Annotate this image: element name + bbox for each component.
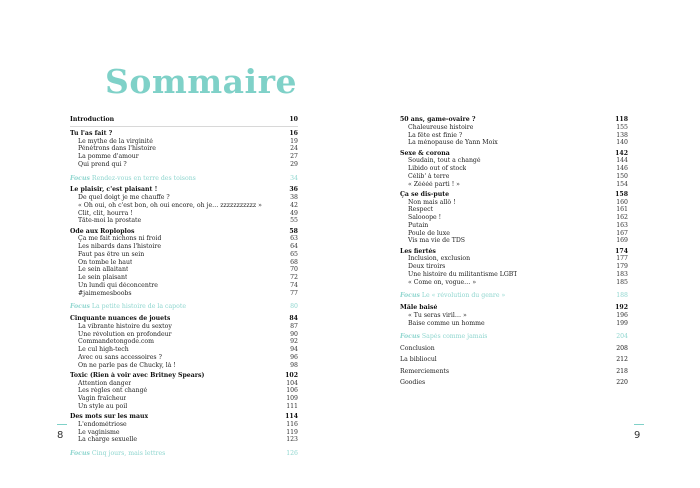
entry-label: Tâte-moi la prostate <box>78 217 142 225</box>
entry-label: Qui prend qui ? <box>78 160 127 168</box>
entry-label: Le plaisir, c'est plaisant ! <box>70 186 158 194</box>
toc-entry-sub[interactable] <box>400 230 628 238</box>
toc-left-column <box>70 116 298 462</box>
toc-entry-sub[interactable] <box>70 259 298 267</box>
entry-label: Le sein plaisant <box>78 274 128 281</box>
toc-entry-head[interactable] <box>70 228 298 236</box>
toc-entry-sub[interactable] <box>70 161 298 169</box>
entry-label: « Tu seras viril… » <box>408 311 467 319</box>
entry-page-number: 34 <box>290 174 298 182</box>
toc-entry-sub[interactable] <box>400 312 628 320</box>
entry-label: Conclusion <box>400 345 435 352</box>
entry-label: La pomme d'amour <box>78 153 139 160</box>
entry-page-number: 126 <box>286 450 298 457</box>
toc-entry-focus[interactable] <box>70 303 298 311</box>
entry-page-number: 150 <box>616 172 628 180</box>
entry-label: #jaimemesboobs <box>78 289 132 297</box>
entry-label: Sexe & corona <box>400 149 450 157</box>
entry-page-number: 183 <box>616 270 628 278</box>
entry-label: Les règles ont changé <box>78 387 148 395</box>
entry-page-number: 70 <box>290 266 298 274</box>
toc-entry-sub[interactable] <box>70 274 298 282</box>
entry-label: Deux tiroirs <box>408 263 446 270</box>
entry-label: Tu l'as fait ? <box>70 129 113 137</box>
toc-entry-head[interactable] <box>400 304 628 312</box>
entry-page-number: 10 <box>289 116 298 123</box>
toc-entry-solo[interactable] <box>400 356 628 364</box>
entry-label: Baise comme un homme <box>408 319 485 327</box>
entry-label: L'endométriose <box>78 420 127 428</box>
toc-entry-head[interactable] <box>70 413 298 421</box>
toc-entry-sub[interactable] <box>400 237 628 245</box>
entry-page-number: 104 <box>286 379 298 387</box>
entry-label: « Come on, vogue… » <box>408 278 477 286</box>
toc-entry-head[interactable] <box>70 186 298 194</box>
entry-label: Les nibards dans l'histoire <box>78 243 161 250</box>
page-marker-right <box>634 424 644 425</box>
focus-keyword: Focus <box>70 303 90 311</box>
entry-page-number: 204 <box>616 333 628 341</box>
entry-page-number: 144 <box>616 157 628 165</box>
entry-page-number: 102 <box>285 371 298 379</box>
focus-keyword: Focus <box>400 292 420 300</box>
toc-entry-head[interactable] <box>400 116 628 124</box>
entry-page-number: 161 <box>616 206 628 214</box>
entry-page-number: 72 <box>290 274 298 281</box>
toc-entry-sub[interactable] <box>70 153 298 161</box>
entry-label: Le vaginisme <box>78 428 120 436</box>
entry-page-number: 55 <box>290 217 298 225</box>
entry-page-number: 65 <box>290 250 298 258</box>
toc-entry-head[interactable] <box>70 116 298 124</box>
toc-entry-sub[interactable] <box>70 243 298 251</box>
entry-label: Soudain, tout a changé <box>408 157 481 165</box>
focus-label <box>70 303 186 311</box>
entry-page-number: 174 <box>615 247 628 255</box>
page-marker-left <box>57 424 67 425</box>
entry-page-number: 27 <box>290 153 298 160</box>
entry-page-number: 158 <box>615 190 628 198</box>
toc-entry-sub[interactable] <box>70 429 298 437</box>
focus-title: La petite histoire de la capote <box>91 303 187 311</box>
entry-page-number: 154 <box>616 180 628 188</box>
entry-page-number: 179 <box>616 263 628 270</box>
focus-label <box>70 450 165 458</box>
entry-label: Les fiertés <box>400 247 436 255</box>
entry-label: Commandetongode.com <box>78 338 155 346</box>
entry-page-number: 177 <box>616 255 628 263</box>
entry-page-number: 42 <box>290 201 298 209</box>
focus-label <box>400 292 505 300</box>
focus-title: Rendez-vous en terre des toisons <box>91 174 196 182</box>
entry-page-number: 162 <box>616 214 628 221</box>
entry-page-number: 74 <box>290 281 298 289</box>
entry-label: Le mythe de la virginité <box>78 137 153 145</box>
toc-entry-sub[interactable] <box>70 436 298 444</box>
entry-page-number: 96 <box>290 353 298 361</box>
toc-entry-sub[interactable] <box>70 323 298 331</box>
toc-entry-sub[interactable] <box>400 124 628 132</box>
entry-page-number: 24 <box>290 145 298 153</box>
entry-label: Une révolution en profondeur <box>78 330 172 338</box>
toc-entry-head[interactable] <box>70 372 298 380</box>
toc-entry-head[interactable] <box>400 150 628 158</box>
toc-entry-sub[interactable] <box>70 282 298 290</box>
toc-entry-sub[interactable] <box>400 157 628 165</box>
toc-entry-solo[interactable] <box>400 345 628 353</box>
entry-label: Ça me fait nichons ni froid <box>78 235 162 243</box>
entry-label: Mâle baisé <box>400 304 438 311</box>
entry-label: On ne parle pas de Chucky, là ! <box>78 361 176 369</box>
toc-entry-sub[interactable] <box>70 290 298 298</box>
toc-entry-sub[interactable] <box>70 403 298 411</box>
entry-label: Toxic (Rien à voir avec Britney Spears) <box>70 371 205 379</box>
focus-title: Cinq jours, mais lettres <box>91 450 166 457</box>
entry-label: La bibliocul <box>400 356 437 364</box>
entry-label: Poule de luxe <box>408 229 450 237</box>
toc-entry-sub[interactable] <box>400 263 628 271</box>
toc-entry-sub[interactable] <box>70 194 298 202</box>
toc-entry-sub[interactable] <box>70 380 298 388</box>
entry-label: Vis ma vie de TDS <box>408 237 466 245</box>
toc-entry-sub[interactable] <box>70 421 298 429</box>
entry-page-number: 196 <box>616 311 628 319</box>
focus-keyword: Focus <box>70 450 90 457</box>
entry-page-number: 29 <box>290 160 298 168</box>
toc-entry-sub[interactable] <box>70 362 298 370</box>
toc-entry-sub[interactable] <box>70 210 298 218</box>
entry-page-number: 77 <box>290 289 298 297</box>
entry-page-number: 90 <box>290 330 298 338</box>
entry-page-number: 116 <box>286 420 298 428</box>
entry-page-number: 106 <box>286 387 298 395</box>
entry-label: Vagin fraîcheur <box>78 395 127 402</box>
entry-page-number: 212 <box>616 356 628 364</box>
entry-label: Libido out of stock <box>408 165 467 172</box>
toc-entry-solo[interactable] <box>400 368 628 376</box>
entry-label: Remerciements <box>400 367 450 375</box>
toc-entry-head[interactable] <box>70 130 298 138</box>
entry-page-number: 80 <box>290 303 298 311</box>
entry-label: Clit, clit, hourra ! <box>78 209 133 217</box>
toc-entry-head[interactable] <box>400 191 628 199</box>
entry-label: Non mais allô ! <box>408 198 456 206</box>
entry-label: Ode aux Roploplos <box>70 227 135 235</box>
toc-entry-head[interactable] <box>400 248 628 256</box>
entry-label: Inclusion, exclusion <box>408 255 471 263</box>
toc-entry-sub[interactable] <box>400 271 628 279</box>
entry-page-number: 19 <box>290 137 298 145</box>
entry-label: Goodies <box>400 378 426 386</box>
entry-page-number: 155 <box>616 123 628 131</box>
toc-entry-sub[interactable] <box>400 173 628 181</box>
page-title: Sommaire <box>105 62 297 101</box>
entry-label: La charge sexuelle <box>78 436 138 444</box>
entry-label: Chaleureuse histoire <box>408 123 474 131</box>
toc-entry-sub[interactable] <box>70 266 298 274</box>
entry-page-number: 92 <box>290 338 298 346</box>
entry-label: Salooope ! <box>408 214 442 221</box>
entry-label: Un lundi qui déconcentre <box>78 281 158 289</box>
focus-label <box>400 333 487 341</box>
entry-page-number: 38 <box>290 194 298 201</box>
entry-label: Avec ou sans accessoires ? <box>78 353 162 361</box>
toc-entry-sub[interactable] <box>70 202 298 210</box>
entry-page-number: 208 <box>616 345 628 352</box>
focus-keyword: Focus <box>400 333 420 341</box>
toc-entry-sub[interactable] <box>400 199 628 207</box>
entry-page-number: 138 <box>616 131 628 139</box>
entry-label: « Zéééé parti ! » <box>408 180 460 188</box>
entry-label: Putain <box>408 221 429 229</box>
toc-entry-sub[interactable] <box>400 206 628 214</box>
entry-page-number: 84 <box>289 315 298 322</box>
toc-entry-sub[interactable] <box>400 279 628 287</box>
entry-label: 50 ans, game-ovaire ? <box>400 116 476 123</box>
entry-label: Ça se dis-pute <box>400 190 450 198</box>
entry-page-number: 218 <box>616 367 628 375</box>
toc-entry-head[interactable] <box>70 315 298 323</box>
toc-entry-sub[interactable] <box>400 320 628 328</box>
entry-label: Cinquante nuances de jouets <box>70 315 171 322</box>
focus-title: Le « révolution du genre » <box>421 292 506 300</box>
entry-label: Respect <box>408 206 434 214</box>
entry-page-number: 163 <box>616 221 628 229</box>
toc-entry-sub[interactable] <box>70 395 298 403</box>
entry-label: Le cul high-tech <box>78 346 129 353</box>
entry-page-number: 63 <box>290 235 298 243</box>
toc-entry-sub[interactable] <box>400 132 628 140</box>
entry-label: « Oh oui, oh c'est bon, oh oui encore, oh je… zzzzzzzzzzz » <box>78 201 262 209</box>
page-number-left: 8 <box>57 430 64 441</box>
focus-keyword: Focus <box>70 174 90 182</box>
entry-page-number: 119 <box>286 428 298 436</box>
toc-divider <box>70 126 298 127</box>
entry-label: Une histoire du militantisme LGBT <box>408 270 518 278</box>
entry-page-number: 94 <box>290 346 298 353</box>
page-number-right: 9 <box>634 430 641 441</box>
toc-entry-sub[interactable] <box>70 346 298 354</box>
entry-page-number: 118 <box>615 116 628 123</box>
entry-page-number: 146 <box>616 165 628 172</box>
toc-entry-focus[interactable] <box>70 450 298 458</box>
entry-page-number: 87 <box>290 322 298 330</box>
toc-entry-focus[interactable] <box>400 333 628 341</box>
entry-label: La fête est finie ? <box>408 131 463 139</box>
entry-label: Le sein allaitant <box>78 266 129 274</box>
entry-page-number: 140 <box>616 139 628 147</box>
toc-entry-sub[interactable] <box>400 222 628 230</box>
toc-entry-focus[interactable] <box>70 175 298 183</box>
entry-label: La vibrante histoire du sextoy <box>78 322 172 330</box>
toc-entry-sub[interactable] <box>70 251 298 259</box>
entry-page-number: 220 <box>616 378 628 386</box>
entry-page-number: 68 <box>290 258 298 266</box>
entry-page-number: 49 <box>290 209 298 217</box>
entry-page-number: 58 <box>289 227 298 235</box>
toc-entry-sub[interactable] <box>70 235 298 243</box>
entry-label: Un style au poil <box>78 402 128 410</box>
entry-label: Introduction <box>70 116 115 123</box>
entry-page-number: 123 <box>286 436 298 444</box>
toc-entry-sub[interactable] <box>70 338 298 346</box>
toc-entry-focus[interactable] <box>400 292 628 300</box>
entry-page-number: 192 <box>615 304 628 311</box>
toc-entry-solo[interactable] <box>400 379 628 387</box>
entry-label: Faut pas être un sein <box>78 250 145 258</box>
entry-page-number: 188 <box>616 292 628 300</box>
entry-page-number: 36 <box>289 186 298 194</box>
entry-label: Célib' à terre <box>408 172 450 180</box>
entry-page-number: 111 <box>286 402 298 410</box>
toc-entry-sub[interactable] <box>400 139 628 147</box>
entry-page-number: 98 <box>290 361 298 369</box>
entry-label: Des mots sur les maux <box>70 413 149 420</box>
toc-entry-sub[interactable] <box>70 354 298 362</box>
focus-title: Sapés comme jamais <box>421 333 488 341</box>
toc-entry-sub[interactable] <box>70 217 298 225</box>
entry-page-number: 169 <box>616 237 628 245</box>
toc-entry-sub[interactable] <box>70 138 298 146</box>
toc-entry-sub[interactable] <box>70 387 298 395</box>
entry-page-number: 167 <box>616 229 628 237</box>
entry-label: On tombe le haut <box>78 258 133 266</box>
entry-label: Pénétrons dans l'histoire <box>78 145 156 153</box>
entry-page-number: 142 <box>615 149 628 157</box>
entry-page-number: 109 <box>286 395 298 402</box>
focus-label <box>70 175 196 183</box>
toc-entry-sub[interactable] <box>400 181 628 189</box>
toc-entry-sub[interactable] <box>70 331 298 339</box>
entry-label: De quel doigt je me chauffe ? <box>78 194 170 201</box>
entry-page-number: 64 <box>290 243 298 250</box>
entry-label: La ménopause de Yann Moix <box>408 139 498 147</box>
toc-right-column <box>400 116 628 387</box>
toc-entry-sub[interactable] <box>400 255 628 263</box>
entry-page-number: 185 <box>616 278 628 286</box>
entry-page-number: 160 <box>616 198 628 206</box>
entry-page-number: 16 <box>289 129 298 137</box>
entry-page-number: 114 <box>285 413 298 420</box>
toc-entry-sub[interactable] <box>400 214 628 222</box>
toc-entry-sub[interactable] <box>70 145 298 153</box>
entry-page-number: 199 <box>616 319 628 327</box>
toc-entry-sub[interactable] <box>400 165 628 173</box>
entry-label: Attention danger <box>78 379 132 387</box>
